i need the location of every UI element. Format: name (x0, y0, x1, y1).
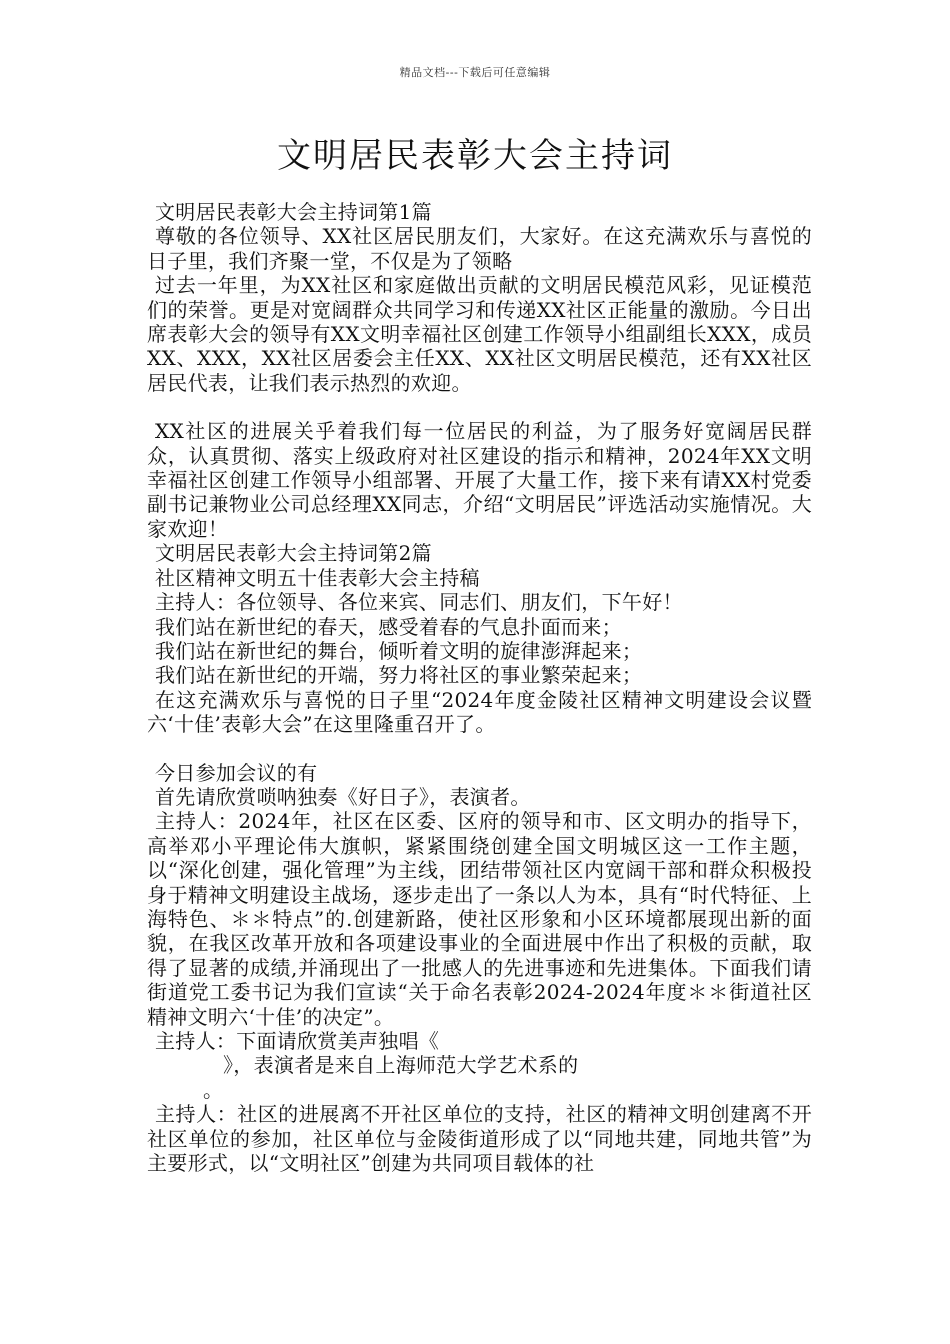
paragraph: 在这充满欢乐与喜悦的日子里“2024年度金陵社区精神文明建设会议暨六‘十佳’表彰大会”在这里隆重召开了。 (147, 687, 812, 737)
header-note: 精品文档---下载后可任意编辑 (399, 66, 551, 79)
paragraph: 。 (203, 1077, 224, 1102)
paragraph: 主持人：各位领导、各位来宾、同志们、朋友们，下午好！ (155, 590, 683, 615)
paragraph: 主持人：2024年，社区在区委、区府的领导和市、区文明办的指导下，高举邓小平理论伟大旗帜，紧紧围绕创建全国文明城区这一工作主题，以“深化创建，强化管理”为主线，团结带领社区内宽阔干部和群众积极投身于精神文明建设主战场，逐步走出了一条以人为本，具有“时代特征、上海特色、＊＊特点”的.创建新路，使社区形象和小区环境都展现出新的面貌，在我区改革开放和各项建设事业的全面进展中作出了积极的贡献，取得了显著的成绩,并涌现出了一批感人的先进事迹和先进集体。下面我们请街道党工委书记为我们宣读“关于命名表彰2024-2024年度＊＊街道社区精神文明六‘十佳’的决定”。 (147, 809, 812, 1029)
section-heading: 文明居民表彰大会主持词第1篇 (155, 200, 432, 224)
paragraph: 主持人：下面请欣赏美声独唱《 (155, 1029, 440, 1053)
document-body (147, 200, 812, 1175)
paragraph: 首先请欣赏唢呐独奏《好日子》，表演者。 (155, 784, 531, 809)
paragraph: 我们站在新世纪的舞台，倾听着文明的旋律澎湃起来； (155, 638, 643, 663)
paragraph: 过去一年里，为XX社区和家庭做出贡献的文明居民模范风彩，见证模范们的荣誉。更是对宽阔群众共同学习和传递XX社区正能量的激励。今日出席表彰大会的领导有XX文明幸福社区创建工作领导小组副组长XXX，成员XX、XXX，XX社区居委会主任XX、XX社区文明居民模范，还有XX社区居民代表，让我们表示热烈的欢迎。 (147, 273, 812, 395)
paragraph: 尊敬的各位领导、XX社区居民朋友们，大家好。在这充满欢乐与喜悦的日子里，我们齐聚一堂，不仅是为了领略 (147, 224, 812, 273)
paragraph: XX社区的进展关乎着我们每一位居民的利益，为了服务好宽阔居民群众，认真贯彻、落实上级政府对社区建设的指示和精神，2024年XX文明幸福社区创建工作领导小组部署、开展了大量工作，接下来有请XX村党委副书记兼物业公司总经理XX同志，介绍“文明居民”评选活动实施情况。大家欢迎！ (147, 419, 812, 541)
paragraph: 》，表演者是来自上海师范大学艺术系的 (223, 1053, 579, 1078)
paragraph: 我们站在新世纪的春天，感受着春的气息扑面而来； (155, 614, 622, 639)
paragraph: 我们站在新世纪的开端，努力将社区的事业繁荣起来； (155, 663, 643, 688)
document-title: 文明居民表彰大会主持词 (277, 136, 673, 176)
paragraph: 主持人：社区的进展离不开社区单位的支持，社区的精神文明创建离不开社区单位的参加，社区单位与金陵街道形成了以“同地共建，同地共管”为主要形式，以“文明社区”创建为共同项目载体的社 (147, 1102, 812, 1176)
section-heading: 文明居民表彰大会主持词第2篇 (155, 541, 432, 566)
paragraph: 社区精神文明五十佳表彰大会主持稿 (155, 565, 480, 590)
paragraph: 今日参加会议的有 (155, 760, 318, 785)
